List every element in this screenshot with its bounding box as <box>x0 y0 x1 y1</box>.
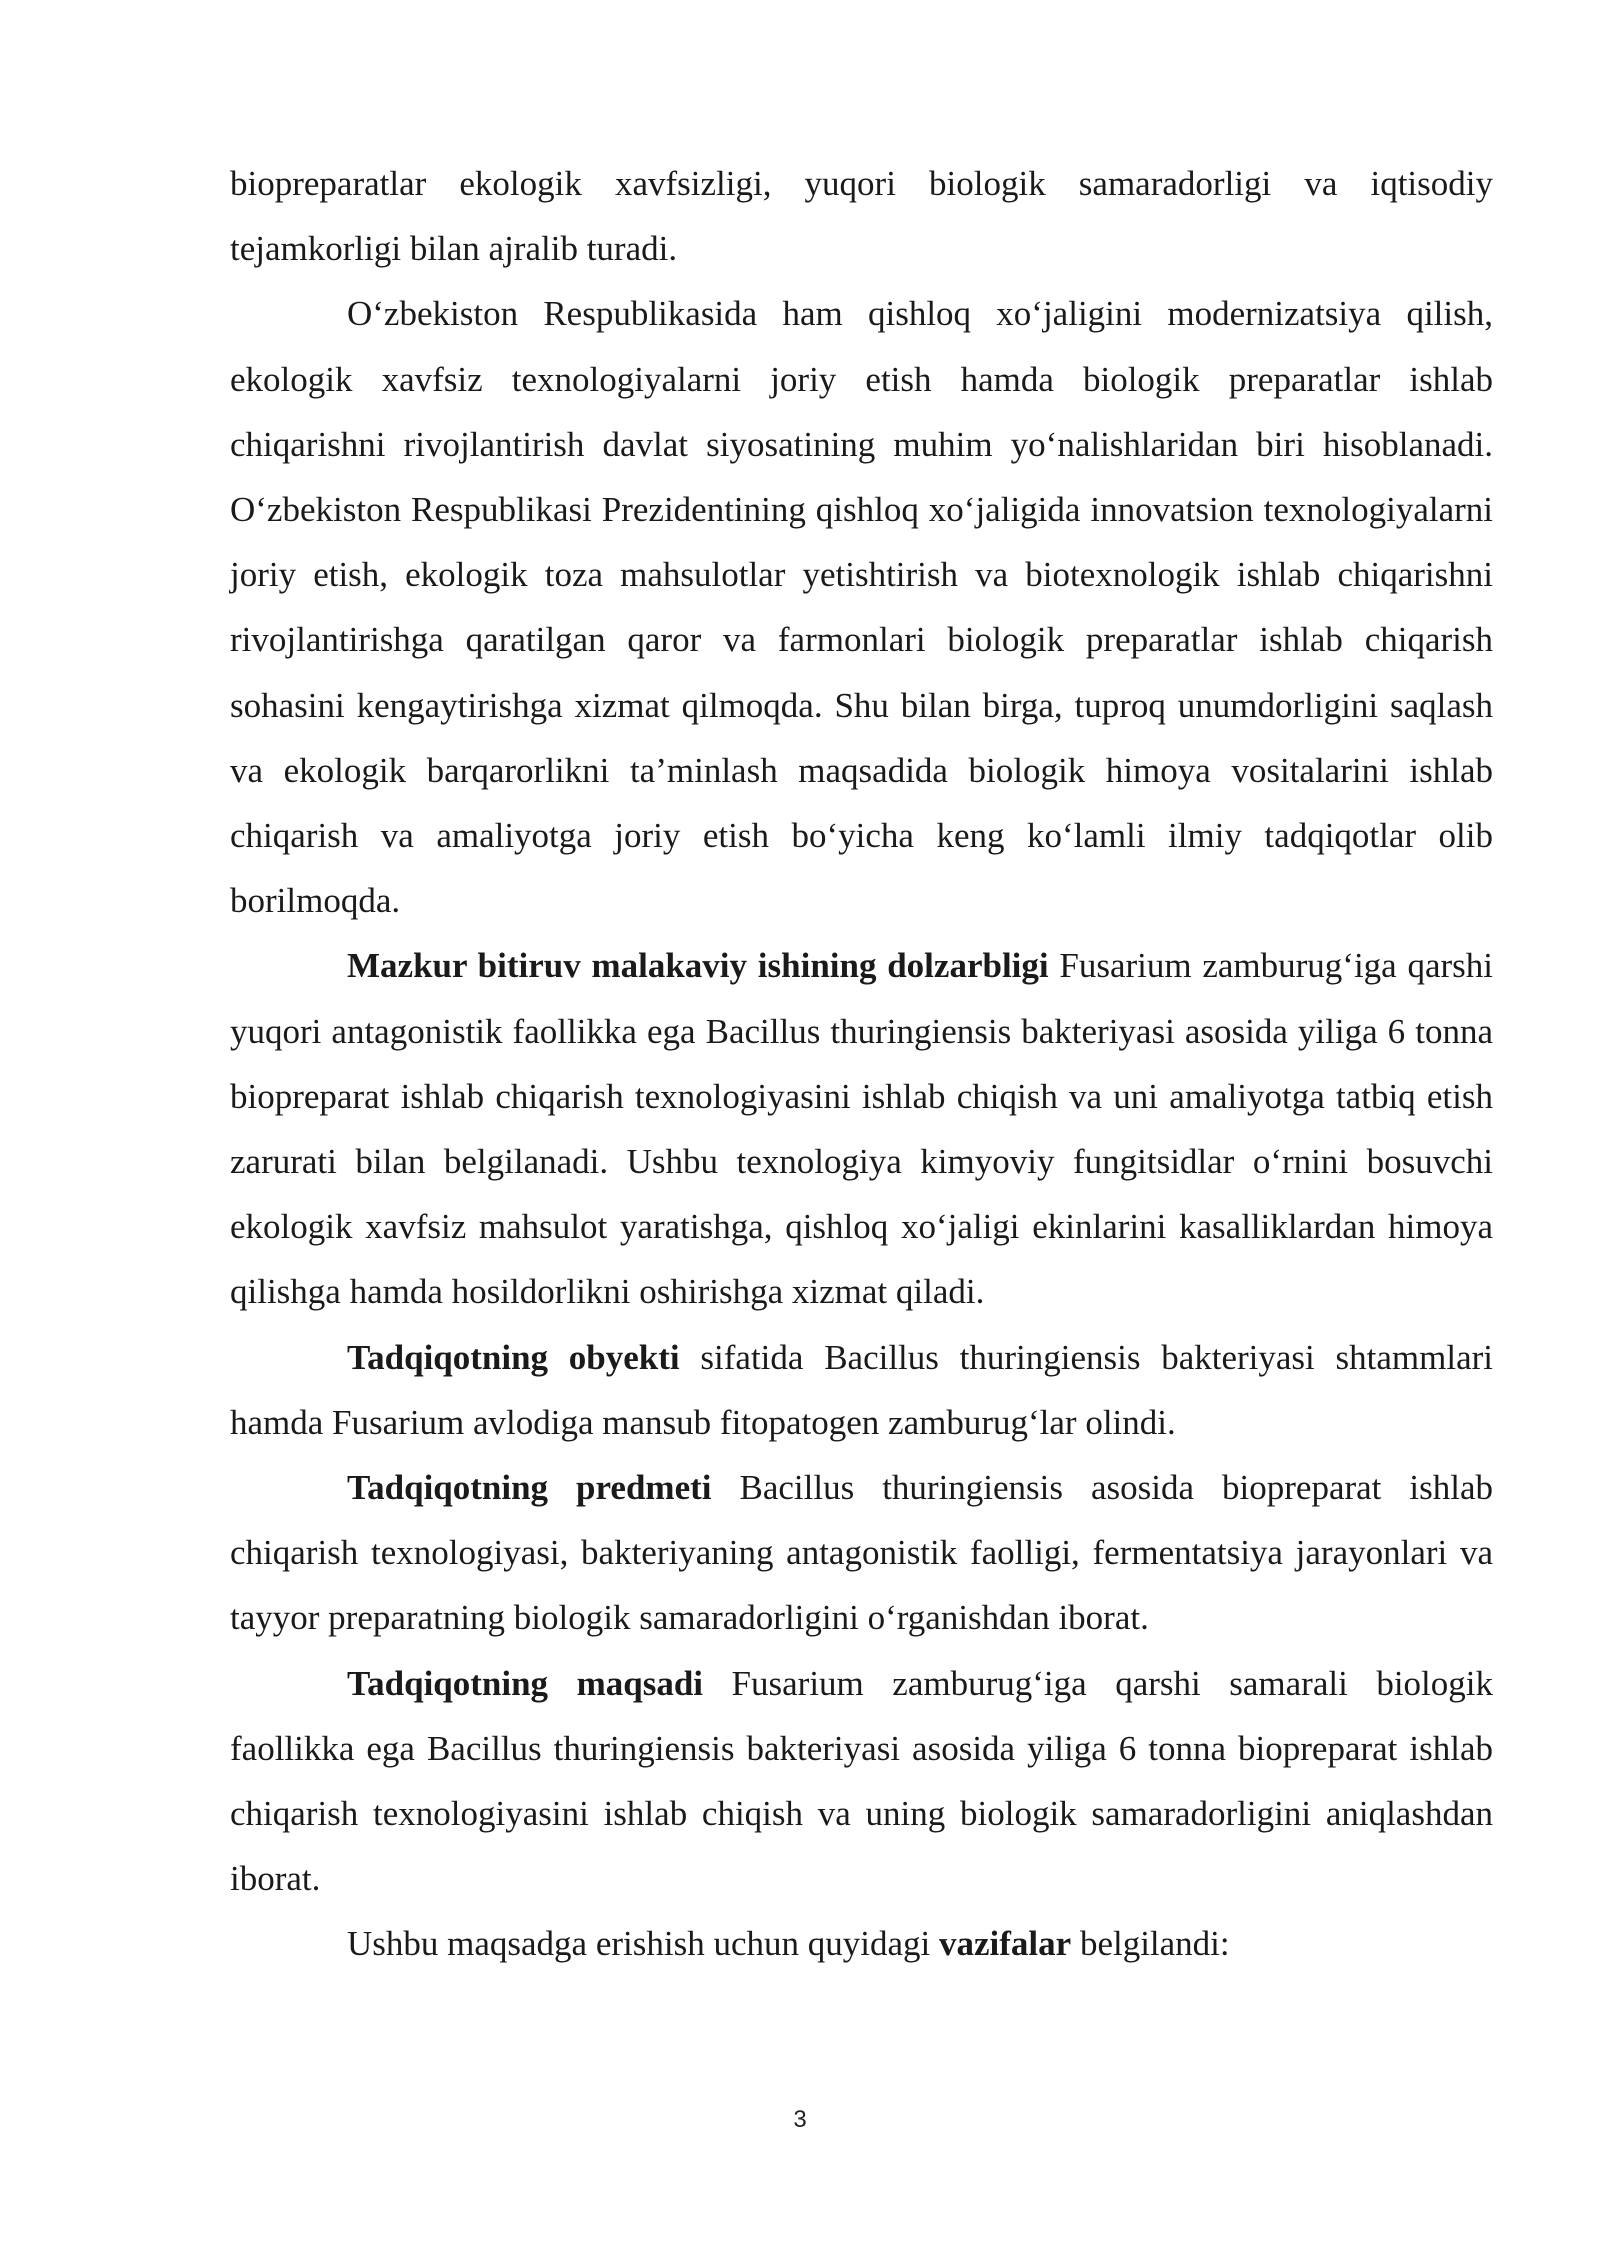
paragraph-heading: Tadqiqotning obyekti <box>347 1337 680 1377</box>
paragraph-text: sifatida Bacillus thuringiensis bakteriyasi shtammlari hamda Fusarium avlodiga mansub fitopatogen zamburug‘lar olindi. <box>230 1337 1493 1442</box>
paragraph-research-object <box>230 1325 1493 1455</box>
paragraph-tasks-intro <box>230 1911 1493 1976</box>
paragraph-relevance <box>230 933 1493 1324</box>
paragraph-heading: Tadqiqotning predmeti <box>347 1468 712 1508</box>
paragraph-text: biopreparatlar ekologik xavfsizligi, yuqori biologik samaradorligi va iqtisodiy tejamkorligi bilan ajralib turadi. <box>230 164 1493 269</box>
paragraph-text: Fusarium zamburug‘iga qarshi yuqori antagonistik faollikka ega Bacillus thuringiensis bakteriyasi asosida yiliga 6 tonna biopreparat ishlab chiqarish texnologiyasini ishlab chiqish va uni amaliyotga tatbiq etish zarurati bilan belgilanadi. Ushbu texnologiya kimyoviy fungitsidlar o‘rnini bosuvchi ekologik xavfsiz mahsulot yaratishga, qishloq xo‘jaligi ekinlarini kasalliklardan himoya qilishga hamda hosildorlikni oshirishga xizmat qiladi. <box>230 946 1493 1312</box>
paragraph-research-goal <box>230 1651 1493 1912</box>
paragraph-state-policy <box>230 281 1493 933</box>
document-body <box>230 151 1493 1977</box>
paragraph-text: Ushbu maqsadga erishish uchun quyidagi <box>347 1924 939 1964</box>
paragraph-heading: Tadqiqotning maqsadi <box>347 1663 704 1703</box>
paragraph-text: Bacillus thuringiensis asosida biopreparat ishlab chiqarish texnologiyasi, bakteriyaning antagonistik faolligi, fermentatsiya jarayonlari va tayyor preparatning biologik samaradorligini o‘rganishdan iborat. <box>230 1468 1493 1638</box>
paragraph-research-subject <box>230 1455 1493 1651</box>
paragraph-heading: Mazkur bitiruv malakaviy ishining dolzarbligi <box>347 946 1049 986</box>
paragraph-text: O‘zbekiston Respublikasida ham qishloq xo‘jaligini modernizatsiya qilish, ekologik xavfsiz texnologiyalarni joriy etish hamda biologik preparatlar ishlab chiqarishni rivojlantirish davlat siyosatining muhim yo‘nalishlaridan biri hisoblanadi. O‘zbekiston Respublikasi Prezidentining qishloq xo‘jaligida innovatsion texnologiyalarni joriy etish, ekologik toza mahsulotlar yetishtirish va biotexnologik ishlab chiqarishni rivojlantirishga qaratilgan qaror va farmonlari biologik preparatlar ishlab chiqarish sohasini kengaytirishga xizmat qilmoqda. Shu bilan birga, tuproq unumdorligini saqlash va ekologik barqarorlikni ta’minlash maqsadida biologik himoya vositalarini ishlab chiqarish va amaliyotga joriy etish bo‘yicha keng ko‘lamli ilmiy tadqiqotlar olib borilmoqda. <box>230 294 1493 921</box>
page-number: 3 <box>793 2106 807 2133</box>
paragraph-text: belgilandi: <box>1071 1924 1230 1964</box>
paragraph-text: Fusarium zamburug‘iga qarshi samarali biologik faollikka ega Bacillus thuringiensis bakteriyasi asosida yiliga 6 tonna biopreparat ishlab chiqarish texnologiyasini ishlab chiqish va uning biologik samaradorligini aniqlashdan iborat. <box>230 1663 1493 1899</box>
paragraph-continuation <box>230 151 1493 281</box>
paragraph-keyword: vazifalar <box>939 1924 1072 1964</box>
